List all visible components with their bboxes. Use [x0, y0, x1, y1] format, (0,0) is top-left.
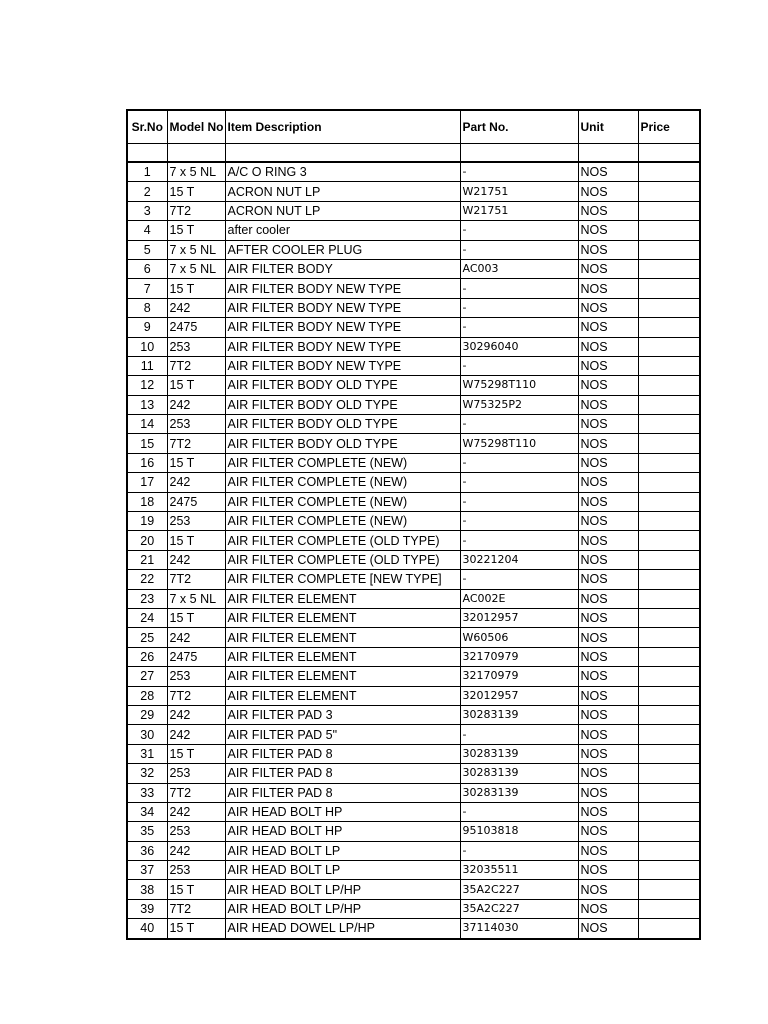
cell-unit: NOS: [578, 182, 638, 201]
cell-sr-no: 21: [127, 550, 167, 569]
cell-unit: NOS: [578, 395, 638, 414]
blank-cell: [127, 144, 167, 163]
cell-price: [638, 376, 700, 395]
cell-part-no: -: [460, 492, 578, 511]
cell-part-no: -: [460, 841, 578, 860]
cell-part-no: 32012957: [460, 686, 578, 705]
cell-sr-no: 30: [127, 725, 167, 744]
table-row: [127, 570, 700, 589]
cell-sr-no: 11: [127, 356, 167, 375]
table-row: [127, 744, 700, 763]
blank-cell: [578, 144, 638, 163]
cell-model-no: 242: [167, 802, 225, 821]
cell-sr-no: 25: [127, 628, 167, 647]
cell-price: [638, 298, 700, 317]
cell-unit: NOS: [578, 841, 638, 860]
blank-cell: [460, 144, 578, 163]
cell-item-description: AIR FILTER PAD 3: [225, 705, 460, 724]
cell-unit: NOS: [578, 356, 638, 375]
table-row: [127, 512, 700, 531]
cell-item-description: AIR FILTER PAD 8: [225, 764, 460, 783]
cell-sr-no: 33: [127, 783, 167, 802]
cell-part-no: AC002E: [460, 589, 578, 608]
table-row: [127, 861, 700, 880]
table-row: [127, 589, 700, 608]
cell-part-no: 32170979: [460, 647, 578, 666]
cell-model-no: 15 T: [167, 279, 225, 298]
table-row: [127, 201, 700, 220]
cell-price: [638, 667, 700, 686]
table-row: [127, 298, 700, 317]
table-row: [127, 531, 700, 550]
cell-unit: NOS: [578, 337, 638, 356]
cell-unit: NOS: [578, 512, 638, 531]
table-row: [127, 550, 700, 569]
cell-item-description: AIR FILTER COMPLETE (NEW): [225, 453, 460, 472]
cell-price: [638, 512, 700, 531]
cell-item-description: AIR HEAD DOWEL LP/HP: [225, 919, 460, 939]
cell-model-no: 242: [167, 550, 225, 569]
table-row: [127, 647, 700, 666]
cell-model-no: 15 T: [167, 531, 225, 550]
cell-model-no: 7T2: [167, 686, 225, 705]
cell-price: [638, 589, 700, 608]
cell-part-no: 32012957: [460, 608, 578, 627]
table-row: [127, 376, 700, 395]
cell-price: [638, 279, 700, 298]
cell-part-no: -: [460, 802, 578, 821]
table-row: [127, 899, 700, 918]
cell-sr-no: 13: [127, 395, 167, 414]
cell-model-no: 242: [167, 705, 225, 724]
cell-item-description: AIR FILTER ELEMENT: [225, 647, 460, 666]
cell-price: [638, 919, 700, 939]
blank-cell: [225, 144, 460, 163]
cell-unit: NOS: [578, 453, 638, 472]
cell-part-no: -: [460, 512, 578, 531]
cell-unit: NOS: [578, 259, 638, 278]
cell-item-description: AIR FILTER ELEMENT: [225, 628, 460, 647]
table-row: [127, 337, 700, 356]
cell-price: [638, 861, 700, 880]
cell-price: [638, 162, 700, 182]
cell-unit: NOS: [578, 415, 638, 434]
cell-price: [638, 395, 700, 414]
cell-item-description: A/C O RING 3: [225, 162, 460, 182]
cell-model-no: 7 x 5 NL: [167, 162, 225, 182]
cell-part-no: AC003: [460, 259, 578, 278]
table-body: [127, 144, 700, 939]
cell-sr-no: 8: [127, 298, 167, 317]
cell-part-no: 35A2C227: [460, 899, 578, 918]
table-row: [127, 259, 700, 278]
cell-model-no: 7T2: [167, 356, 225, 375]
cell-price: [638, 473, 700, 492]
cell-part-no: -: [460, 279, 578, 298]
cell-price: [638, 453, 700, 472]
table-row: [127, 705, 700, 724]
header-row: [127, 110, 700, 144]
cell-sr-no: 24: [127, 608, 167, 627]
cell-part-no: -: [460, 725, 578, 744]
cell-item-description: AIR FILTER BODY NEW TYPE: [225, 318, 460, 337]
cell-price: [638, 531, 700, 550]
cell-sr-no: 40: [127, 919, 167, 939]
cell-part-no: W75298T110: [460, 434, 578, 453]
cell-price: [638, 240, 700, 259]
header-unit: Unit: [578, 110, 638, 144]
cell-part-no: -: [460, 356, 578, 375]
cell-item-description: AIR FILTER BODY OLD TYPE: [225, 376, 460, 395]
table-row: [127, 764, 700, 783]
cell-item-description: AIR FILTER PAD 5": [225, 725, 460, 744]
cell-item-description: AIR HEAD BOLT LP: [225, 861, 460, 880]
cell-model-no: 242: [167, 841, 225, 860]
table-row: [127, 240, 700, 259]
cell-item-description: AIR FILTER BODY NEW TYPE: [225, 298, 460, 317]
table-row: [127, 453, 700, 472]
cell-sr-no: 3: [127, 201, 167, 220]
cell-part-no: 30283139: [460, 783, 578, 802]
cell-unit: NOS: [578, 589, 638, 608]
cell-part-no: -: [460, 318, 578, 337]
cell-sr-no: 28: [127, 686, 167, 705]
cell-part-no: 32035511: [460, 861, 578, 880]
cell-unit: NOS: [578, 318, 638, 337]
cell-part-no: -: [460, 221, 578, 240]
parts-price-sheet: [126, 109, 699, 940]
cell-model-no: 15 T: [167, 880, 225, 899]
cell-part-no: W21751: [460, 201, 578, 220]
cell-model-no: 15 T: [167, 919, 225, 939]
cell-sr-no: 39: [127, 899, 167, 918]
cell-item-description: AIR FILTER BODY: [225, 259, 460, 278]
cell-part-no: -: [460, 531, 578, 550]
cell-unit: NOS: [578, 473, 638, 492]
cell-part-no: W21751: [460, 182, 578, 201]
cell-unit: NOS: [578, 608, 638, 627]
table-row: [127, 802, 700, 821]
cell-part-no: -: [460, 415, 578, 434]
cell-part-no: 30283139: [460, 705, 578, 724]
cell-item-description: AIR HEAD BOLT LP/HP: [225, 899, 460, 918]
cell-model-no: 242: [167, 628, 225, 647]
cell-model-no: 7T2: [167, 783, 225, 802]
cell-part-no: 35A2C227: [460, 880, 578, 899]
cell-sr-no: 35: [127, 822, 167, 841]
cell-part-no: -: [460, 570, 578, 589]
table-row: [127, 434, 700, 453]
cell-model-no: 253: [167, 764, 225, 783]
cell-model-no: 7T2: [167, 899, 225, 918]
cell-part-no: -: [460, 473, 578, 492]
cell-price: [638, 880, 700, 899]
table-row: [127, 162, 700, 182]
cell-part-no: 30221204: [460, 550, 578, 569]
cell-part-no: 30283139: [460, 744, 578, 763]
cell-price: [638, 550, 700, 569]
cell-part-no: W60506: [460, 628, 578, 647]
blank-spacer-row: [127, 144, 700, 163]
cell-model-no: 15 T: [167, 453, 225, 472]
cell-item-description: AIR FILTER COMPLETE (NEW): [225, 473, 460, 492]
cell-price: [638, 492, 700, 511]
cell-unit: NOS: [578, 162, 638, 182]
cell-unit: NOS: [578, 279, 638, 298]
cell-item-description: AIR HEAD BOLT HP: [225, 822, 460, 841]
cell-unit: NOS: [578, 899, 638, 918]
cell-price: [638, 822, 700, 841]
cell-price: [638, 841, 700, 860]
cell-sr-no: 6: [127, 259, 167, 278]
cell-model-no: 7 x 5 NL: [167, 589, 225, 608]
cell-sr-no: 14: [127, 415, 167, 434]
cell-unit: NOS: [578, 647, 638, 666]
cell-price: [638, 744, 700, 763]
cell-model-no: 242: [167, 395, 225, 414]
blank-cell: [638, 144, 700, 163]
table-row: [127, 492, 700, 511]
cell-unit: NOS: [578, 628, 638, 647]
cell-sr-no: 1: [127, 162, 167, 182]
cell-sr-no: 19: [127, 512, 167, 531]
cell-price: [638, 705, 700, 724]
table-row: [127, 356, 700, 375]
cell-price: [638, 337, 700, 356]
table-row: [127, 608, 700, 627]
cell-price: [638, 570, 700, 589]
cell-model-no: 2475: [167, 492, 225, 511]
cell-model-no: 15 T: [167, 182, 225, 201]
cell-item-description: AIR FILTER ELEMENT: [225, 667, 460, 686]
cell-sr-no: 31: [127, 744, 167, 763]
cell-model-no: 15 T: [167, 744, 225, 763]
cell-item-description: ACRON NUT LP: [225, 182, 460, 201]
cell-item-description: AIR FILTER BODY OLD TYPE: [225, 434, 460, 453]
cell-item-description: AIR FILTER ELEMENT: [225, 589, 460, 608]
cell-model-no: 2475: [167, 318, 225, 337]
cell-unit: NOS: [578, 880, 638, 899]
cell-unit: NOS: [578, 550, 638, 569]
cell-item-description: AIR FILTER BODY NEW TYPE: [225, 356, 460, 375]
cell-price: [638, 182, 700, 201]
cell-sr-no: 20: [127, 531, 167, 550]
cell-price: [638, 318, 700, 337]
cell-unit: NOS: [578, 744, 638, 763]
table-row: [127, 628, 700, 647]
cell-unit: NOS: [578, 531, 638, 550]
cell-model-no: 253: [167, 667, 225, 686]
cell-model-no: 7T2: [167, 570, 225, 589]
table-row: [127, 841, 700, 860]
cell-unit: NOS: [578, 686, 638, 705]
cell-unit: NOS: [578, 725, 638, 744]
cell-model-no: 7 x 5 NL: [167, 240, 225, 259]
cell-price: [638, 415, 700, 434]
cell-sr-no: 37: [127, 861, 167, 880]
blank-cell: [167, 144, 225, 163]
cell-item-description: AIR FILTER PAD 8: [225, 783, 460, 802]
cell-sr-no: 12: [127, 376, 167, 395]
cell-sr-no: 7: [127, 279, 167, 298]
header-price: Price: [638, 110, 700, 144]
cell-unit: NOS: [578, 376, 638, 395]
cell-price: [638, 628, 700, 647]
cell-sr-no: 23: [127, 589, 167, 608]
cell-sr-no: 16: [127, 453, 167, 472]
cell-model-no: 15 T: [167, 608, 225, 627]
cell-model-no: 253: [167, 512, 225, 531]
cell-part-no: W75298T110: [460, 376, 578, 395]
cell-item-description: AIR FILTER BODY NEW TYPE: [225, 337, 460, 356]
cell-price: [638, 201, 700, 220]
cell-unit: NOS: [578, 221, 638, 240]
cell-part-no: 32170979: [460, 667, 578, 686]
cell-model-no: 2475: [167, 647, 225, 666]
cell-unit: NOS: [578, 298, 638, 317]
table-row: [127, 415, 700, 434]
cell-sr-no: 15: [127, 434, 167, 453]
cell-part-no: 95103818: [460, 822, 578, 841]
cell-item-description: AIR HEAD BOLT LP/HP: [225, 880, 460, 899]
table-row: [127, 182, 700, 201]
cell-sr-no: 2: [127, 182, 167, 201]
cell-price: [638, 725, 700, 744]
cell-sr-no: 4: [127, 221, 167, 240]
cell-item-description: AIR HEAD BOLT HP: [225, 802, 460, 821]
cell-price: [638, 259, 700, 278]
cell-item-description: AIR FILTER BODY OLD TYPE: [225, 395, 460, 414]
cell-item-description: after cooler: [225, 221, 460, 240]
cell-item-description: AFTER COOLER PLUG: [225, 240, 460, 259]
cell-price: [638, 764, 700, 783]
cell-item-description: AIR FILTER COMPLETE [NEW TYPE]: [225, 570, 460, 589]
cell-unit: NOS: [578, 861, 638, 880]
cell-unit: NOS: [578, 667, 638, 686]
cell-model-no: 253: [167, 822, 225, 841]
cell-price: [638, 434, 700, 453]
cell-unit: NOS: [578, 492, 638, 511]
table-row: [127, 686, 700, 705]
cell-item-description: AIR FILTER ELEMENT: [225, 686, 460, 705]
cell-model-no: 253: [167, 337, 225, 356]
table-row: [127, 919, 700, 939]
table-row: [127, 395, 700, 414]
cell-sr-no: 22: [127, 570, 167, 589]
cell-item-description: ACRON NUT LP: [225, 201, 460, 220]
table-row: [127, 473, 700, 492]
cell-unit: NOS: [578, 570, 638, 589]
cell-unit: NOS: [578, 822, 638, 841]
cell-unit: NOS: [578, 201, 638, 220]
cell-part-no: -: [460, 240, 578, 259]
cell-model-no: 242: [167, 473, 225, 492]
cell-sr-no: 36: [127, 841, 167, 860]
cell-price: [638, 608, 700, 627]
cell-sr-no: 5: [127, 240, 167, 259]
cell-model-no: 15 T: [167, 221, 225, 240]
cell-part-no: 30283139: [460, 764, 578, 783]
cell-part-no: 30296040: [460, 337, 578, 356]
cell-model-no: 7 x 5 NL: [167, 259, 225, 278]
cell-price: [638, 783, 700, 802]
cell-item-description: AIR FILTER COMPLETE (OLD TYPE): [225, 550, 460, 569]
cell-sr-no: 17: [127, 473, 167, 492]
cell-sr-no: 27: [127, 667, 167, 686]
table-row: [127, 725, 700, 744]
table-row: [127, 880, 700, 899]
cell-price: [638, 647, 700, 666]
table-row: [127, 279, 700, 298]
cell-item-description: AIR FILTER BODY OLD TYPE: [225, 415, 460, 434]
header-part-no: Part No.: [460, 110, 578, 144]
cell-sr-no: 18: [127, 492, 167, 511]
cell-item-description: AIR FILTER COMPLETE (NEW): [225, 512, 460, 531]
cell-sr-no: 10: [127, 337, 167, 356]
cell-model-no: 253: [167, 861, 225, 880]
cell-price: [638, 221, 700, 240]
cell-unit: NOS: [578, 802, 638, 821]
parts-table: [126, 109, 701, 940]
cell-item-description: AIR FILTER COMPLETE (NEW): [225, 492, 460, 511]
cell-unit: NOS: [578, 919, 638, 939]
cell-unit: NOS: [578, 783, 638, 802]
header-sr-no: Sr.No: [127, 110, 167, 144]
cell-unit: NOS: [578, 764, 638, 783]
table-row: [127, 318, 700, 337]
cell-price: [638, 686, 700, 705]
table-row: [127, 783, 700, 802]
cell-part-no: W75325P2: [460, 395, 578, 414]
cell-item-description: AIR HEAD BOLT LP: [225, 841, 460, 860]
table-row: [127, 822, 700, 841]
cell-model-no: 253: [167, 415, 225, 434]
cell-price: [638, 802, 700, 821]
cell-sr-no: 32: [127, 764, 167, 783]
cell-part-no: -: [460, 453, 578, 472]
table-row: [127, 221, 700, 240]
header-model-no: Model No: [167, 110, 225, 144]
cell-item-description: AIR FILTER ELEMENT: [225, 608, 460, 627]
cell-unit: NOS: [578, 434, 638, 453]
cell-unit: NOS: [578, 705, 638, 724]
cell-model-no: 15 T: [167, 376, 225, 395]
cell-sr-no: 29: [127, 705, 167, 724]
cell-model-no: 7T2: [167, 201, 225, 220]
cell-part-no: -: [460, 298, 578, 317]
table-row: [127, 667, 700, 686]
cell-sr-no: 26: [127, 647, 167, 666]
header-item-description: Item Description: [225, 110, 460, 144]
cell-item-description: AIR FILTER COMPLETE (OLD TYPE): [225, 531, 460, 550]
cell-item-description: AIR FILTER BODY NEW TYPE: [225, 279, 460, 298]
cell-model-no: 242: [167, 298, 225, 317]
cell-sr-no: 9: [127, 318, 167, 337]
cell-part-no: -: [460, 162, 578, 182]
cell-item-description: AIR FILTER PAD 8: [225, 744, 460, 763]
cell-sr-no: 34: [127, 802, 167, 821]
cell-price: [638, 356, 700, 375]
cell-model-no: 242: [167, 725, 225, 744]
cell-sr-no: 38: [127, 880, 167, 899]
cell-unit: NOS: [578, 240, 638, 259]
cell-price: [638, 899, 700, 918]
cell-model-no: 7T2: [167, 434, 225, 453]
cell-part-no: 37114030: [460, 919, 578, 939]
